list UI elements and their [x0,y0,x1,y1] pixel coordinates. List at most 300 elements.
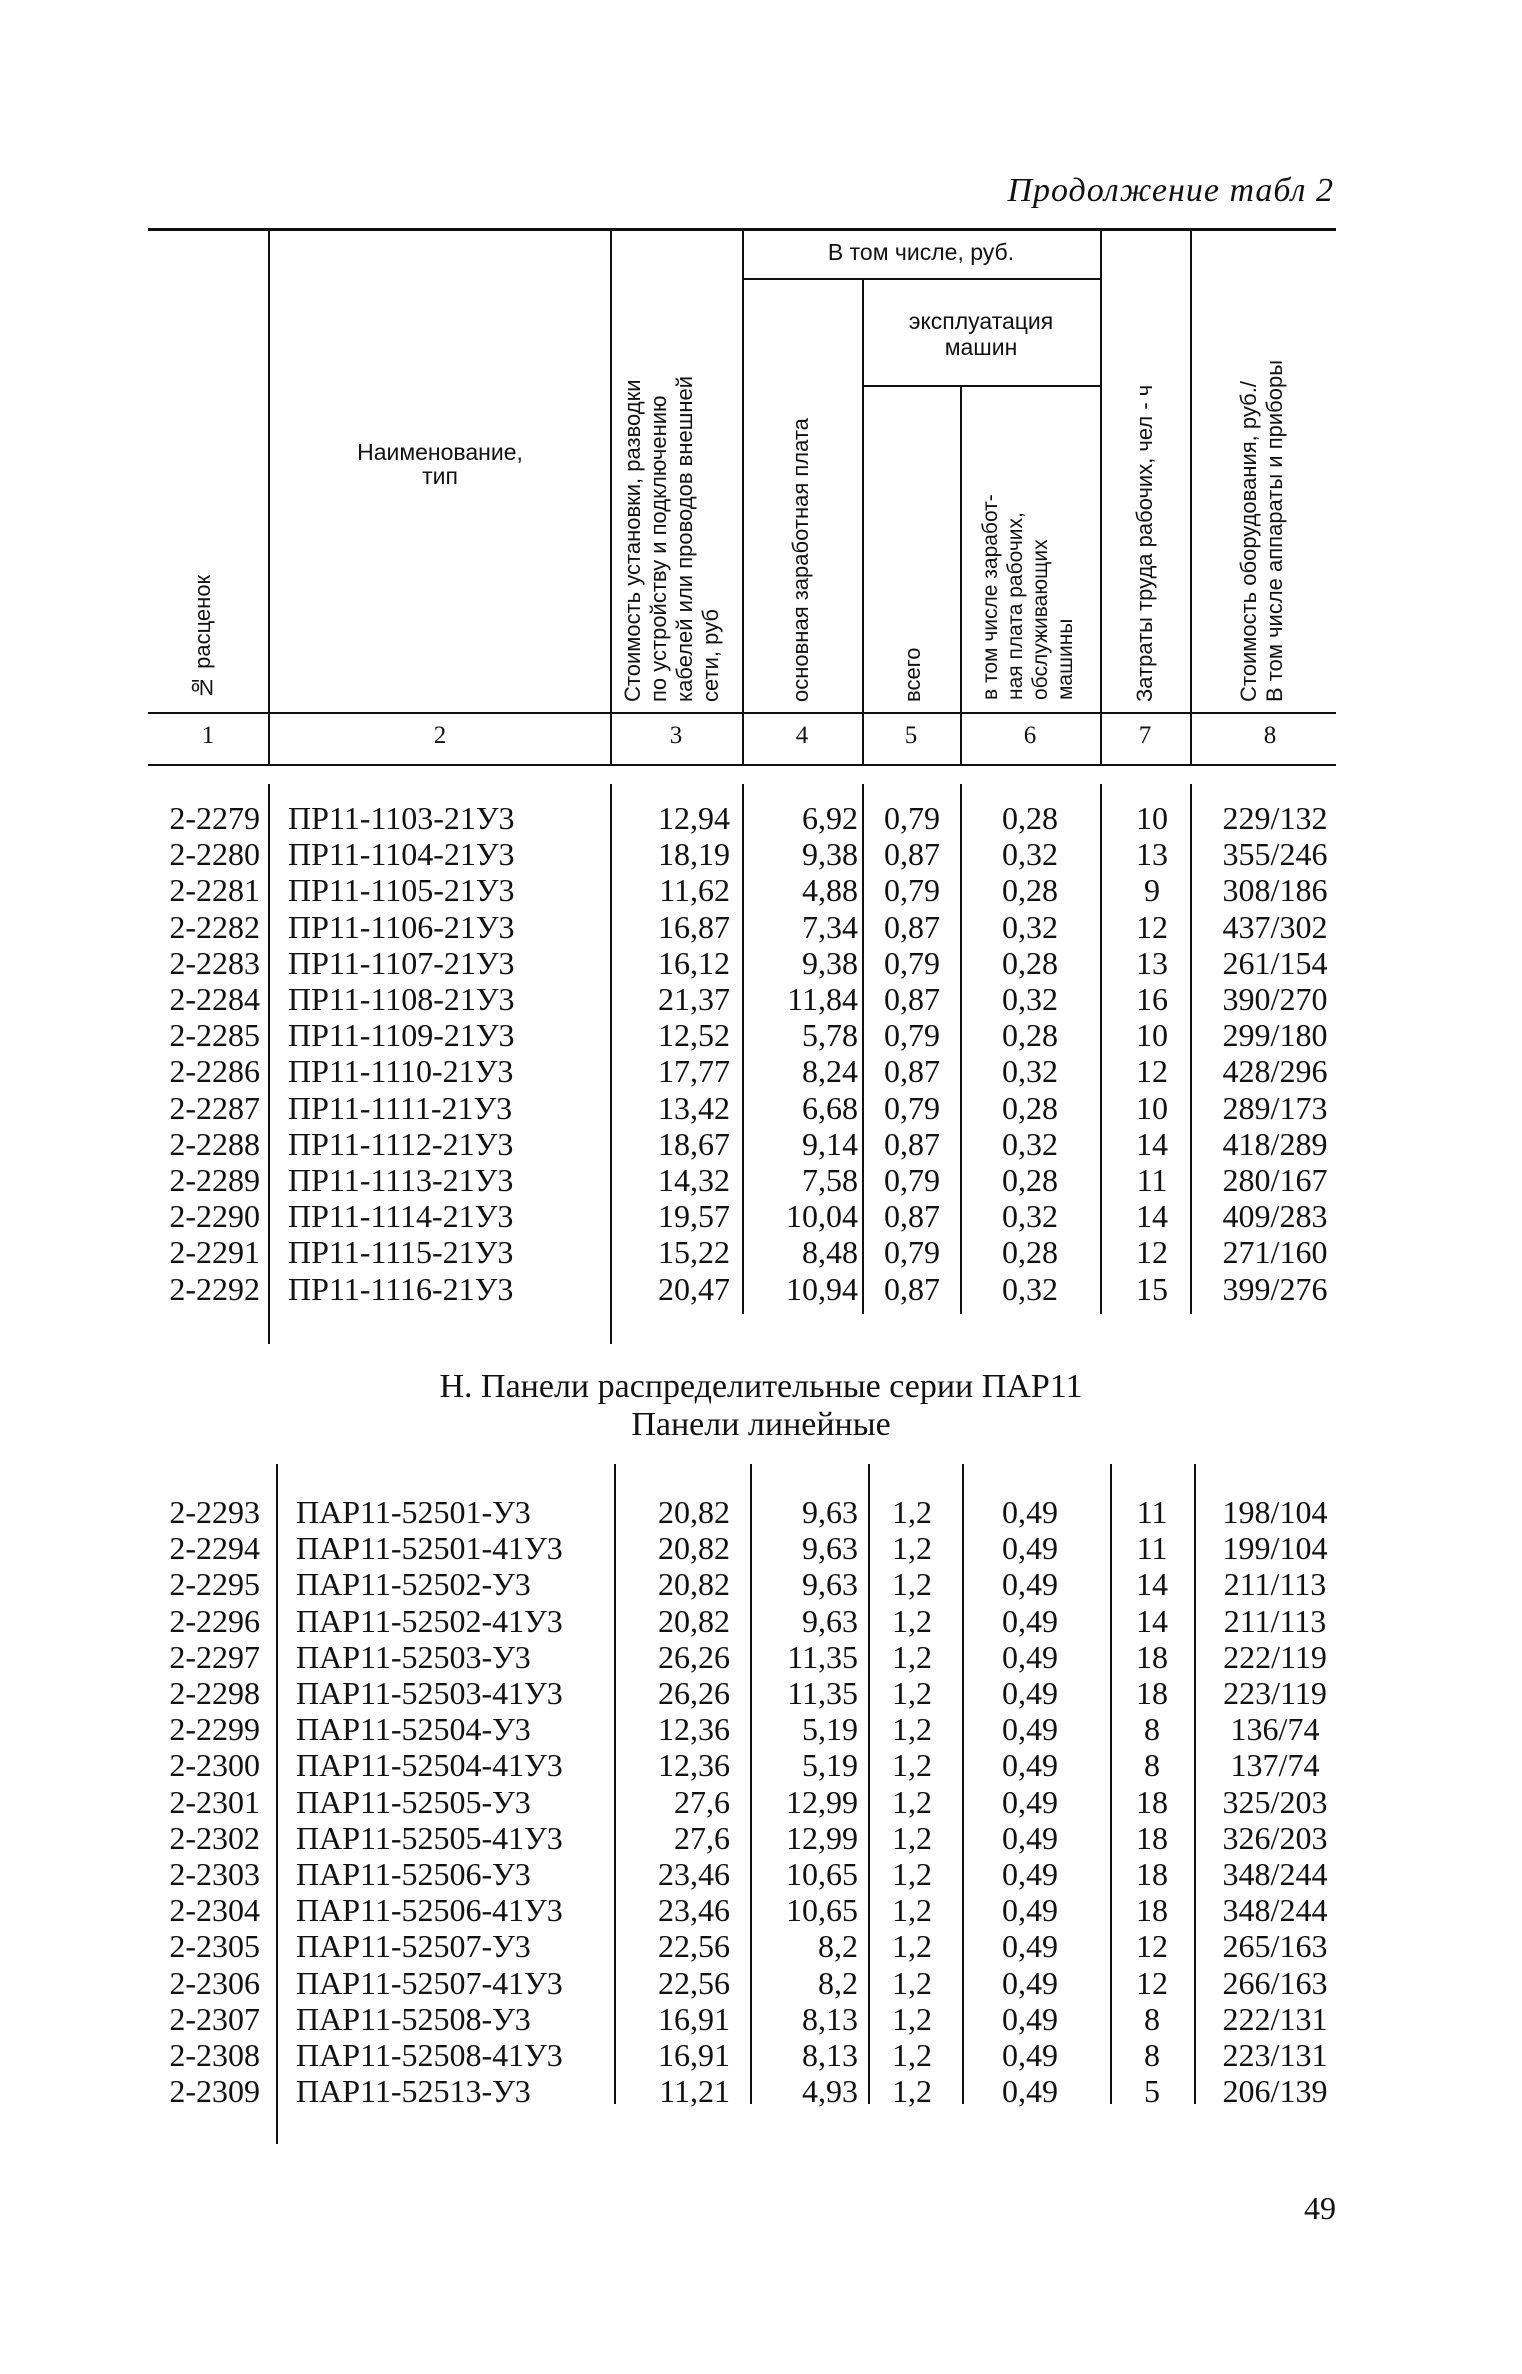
header-divider [862,278,864,764]
base-wage: 9,63 [802,1566,858,1603]
item-name: ПАР11-52507-41У3 [296,1964,563,2001]
install-cost: 20,47 [658,1270,730,1307]
item-name: ПАР11-52504-41У3 [296,1747,563,1784]
install-cost: 16,91 [658,2037,730,2073]
install-cost: 14,32 [658,1162,730,1198]
table-row [0,1603,1522,1639]
rate-number: 2-2296 [169,1602,260,1639]
labor-hours: 12 [1136,1053,1168,1090]
table-row [0,945,1522,981]
equipment-cost: 198/104 [1222,1494,1328,1530]
machine-wage: 0,49 [1002,1892,1058,1929]
labor-hours: 18 [1136,1638,1168,1675]
equipment-cost: 211/113 [1223,1566,1327,1603]
header-col7: Затраты труда рабочих, чел - ч [1132,384,1157,702]
item-name: ПР11-1106-21У3 [288,908,515,945]
base-wage: 9,63 [802,1602,858,1639]
equipment-cost: 437/302 [1222,908,1328,945]
machine-wage: 0,49 [1002,2073,1058,2110]
machine-total: 1,2 [892,1638,932,1675]
install-cost: 17,77 [658,1053,730,1090]
machine-wage: 0,28 [1002,944,1058,981]
base-wage: 4,88 [802,872,858,909]
column-number: 3 [669,722,683,749]
machine-total: 0,87 [884,1270,940,1307]
machine-total: 1,2 [892,1494,932,1530]
rate-number: 2-2306 [169,1964,260,2001]
machine-wage: 0,49 [1002,2037,1058,2073]
labor-hours: 11 [1136,1530,1168,1567]
table-row [0,1675,1522,1711]
rate-number: 2-2281 [169,872,260,909]
rate-number: 2-2284 [169,981,260,1017]
labor-hours: 10 [1136,1089,1168,1126]
machine-wage: 0,28 [1002,800,1058,836]
rate-number: 2-2307 [169,2000,260,2037]
header-subgroup: эксплуатация машин [908,308,1054,360]
header-col3: Стоимость установки, разводки по устройству и подключению кабелей или проводов внешней сети, руб [620,375,723,702]
machine-wage: 0,49 [1002,1928,1058,1965]
table-row [0,1530,1522,1566]
table-row [0,1126,1522,1162]
equipment-cost: 299/180 [1222,1017,1328,1054]
labor-hours: 8 [1144,2037,1160,2073]
machine-wage: 0,49 [1002,1783,1058,1820]
equipment-cost: 289/173 [1222,1089,1328,1126]
install-cost: 27,6 [674,1783,730,1820]
base-wage: 8,2 [818,1964,858,2001]
header-group: В том числе, руб. [827,239,1015,265]
header-col1: № расценок [190,574,215,700]
install-cost: 15,22 [658,1234,730,1271]
labor-hours: 9 [1144,872,1160,909]
base-wage: 11,35 [787,1675,858,1711]
machine-wage: 0,28 [1002,1089,1058,1126]
machine-total: 1,2 [892,2037,932,2073]
labor-hours: 10 [1136,800,1168,836]
labor-hours: 5 [1144,2073,1160,2110]
item-name: ПАР11-52504-У3 [296,1711,531,1748]
labor-hours: 14 [1136,1602,1168,1639]
equipment-cost: 265/163 [1222,1928,1328,1965]
base-wage: 10,94 [786,1270,858,1307]
labor-hours: 12 [1136,908,1168,945]
machine-total: 0,79 [884,944,940,981]
machine-total: 1,2 [892,1964,932,2001]
machine-wage: 0,32 [1002,908,1058,945]
machine-total: 1,2 [892,1530,932,1567]
base-wage: 8,13 [802,2037,858,2073]
item-name: ПР11-1104-21У3 [288,836,515,873]
install-cost: 26,26 [658,1675,730,1711]
item-name: ПР11-1109-21У3 [288,1017,515,1054]
labor-hours: 14 [1136,1125,1168,1162]
rate-number: 2-2294 [169,1530,260,1567]
machine-total: 0,79 [884,1017,940,1054]
machine-wage: 0,49 [1002,1856,1058,1892]
base-wage: 5,78 [802,1017,858,1054]
machine-total: 1,2 [892,2073,932,2110]
table-row [0,909,1522,945]
equipment-cost: 418/289 [1222,1125,1328,1162]
equipment-cost: 136/74 [1230,1711,1320,1748]
table-row [0,2073,1522,2109]
rate-number: 2-2300 [169,1747,260,1784]
install-cost: 22,56 [658,1964,730,2001]
base-wage: 11,35 [787,1638,858,1675]
machine-wage: 0,28 [1002,1234,1058,1271]
machine-wage: 0,49 [1002,1675,1058,1711]
header-divider [742,278,1100,280]
base-wage: 9,63 [802,1530,858,1567]
item-name: ПР11-1111-21У3 [288,1089,513,1126]
header-col8: Стоимость оборудования, руб./ В том числе аппараты и приборы [1236,359,1287,702]
machine-wage: 0,49 [1002,1566,1058,1603]
table-caption: Продолжение табл 2 [1007,172,1334,209]
base-wage: 7,34 [802,908,858,945]
install-cost: 23,46 [658,1856,730,1892]
machine-wage: 0,28 [1002,872,1058,909]
base-wage: 12,99 [786,1783,858,1820]
equipment-cost: 223/131 [1222,2037,1328,2073]
item-name: ПАР11-52506-У3 [296,1856,531,1892]
item-name: ПР11-1113-21У3 [288,1162,514,1198]
machine-wage: 0,49 [1002,1638,1058,1675]
machine-wage: 0,32 [1002,1270,1058,1307]
table-row [0,1639,1522,1675]
section-title: Н. Панели распределительные серии ПАР11 [439,1368,1083,1405]
rate-number: 2-2295 [169,1566,260,1603]
machine-total: 1,2 [892,1602,932,1639]
labor-hours: 10 [1136,1017,1168,1054]
header-divider [268,228,270,764]
rate-number: 2-2305 [169,1928,260,1965]
labor-hours: 14 [1136,1198,1168,1235]
machine-total: 1,2 [892,1675,932,1711]
item-name: ПАР11-52505-У3 [296,1783,531,1820]
base-wage: 10,04 [786,1198,858,1235]
machine-total: 1,2 [892,1856,932,1892]
equipment-cost: 137/74 [1230,1747,1320,1784]
machine-total: 0,79 [884,800,940,836]
install-cost: 16,12 [658,944,730,981]
base-wage: 9,63 [802,1494,858,1530]
equipment-cost: 223/119 [1223,1675,1327,1711]
table-row [0,1271,1522,1307]
install-cost: 18,67 [658,1125,730,1162]
item-name: ПР11-1116-21У3 [288,1270,514,1307]
table-row [0,1892,1522,1928]
rate-number: 2-2283 [169,944,260,981]
rate-number: 2-2304 [169,1892,260,1929]
machine-total: 0,79 [884,1089,940,1126]
rate-number: 2-2287 [169,1089,260,1126]
machine-wage: 0,49 [1002,1494,1058,1530]
table-row [0,2037,1522,2073]
item-name: ПР11-1105-21У3 [288,872,515,909]
equipment-cost: 409/283 [1222,1198,1328,1235]
machine-total: 0,87 [884,908,940,945]
base-wage: 10,65 [786,1856,858,1892]
rate-number: 2-2290 [169,1198,260,1235]
table-row [0,1747,1522,1783]
item-name: ПАР11-52508-У3 [296,2000,531,2037]
header-col2: Наименование, тип [357,439,523,489]
machine-total: 0,87 [884,981,940,1017]
install-cost: 23,46 [658,1892,730,1929]
equipment-cost: 222/131 [1222,2000,1328,2037]
table-row [0,800,1522,836]
item-name: ПАР11-52501-41У3 [296,1530,563,1567]
labor-hours: 11 [1136,1494,1168,1530]
base-wage: 12,99 [786,1819,858,1856]
item-name: ПАР11-52507-У3 [296,1928,531,1965]
column-number: 1 [201,722,215,749]
install-cost: 19,57 [658,1198,730,1235]
install-cost: 26,26 [658,1638,730,1675]
equipment-cost: 348/244 [1222,1892,1328,1929]
header-divider [1100,228,1102,764]
table-row [0,1566,1522,1602]
rate-number: 2-2303 [169,1856,260,1892]
base-wage: 8,13 [802,2000,858,2037]
table-row [0,1053,1522,1089]
install-cost: 12,36 [658,1711,730,1748]
machine-total: 0,87 [884,1125,940,1162]
install-cost: 20,82 [658,1530,730,1567]
labor-hours: 18 [1136,1783,1168,1820]
machine-total: 1,2 [892,1566,932,1603]
header-divider [862,385,1100,387]
table-row [0,1711,1522,1747]
machine-total: 1,2 [892,1819,932,1856]
equipment-cost: 206/139 [1222,2073,1328,2110]
equipment-cost: 399/276 [1222,1270,1328,1307]
machine-wage: 0,49 [1002,1530,1058,1567]
install-cost: 12,94 [658,800,730,836]
base-wage: 8,24 [802,1053,858,1090]
item-name: ПР11-1115-21У3 [288,1234,514,1271]
install-cost: 12,36 [658,1747,730,1784]
table-row [0,1784,1522,1820]
labor-hours: 18 [1136,1892,1168,1929]
item-name: ПАР11-52502-41У3 [296,1602,563,1639]
table-row [0,1494,1522,1530]
labor-hours: 12 [1136,1234,1168,1271]
machine-total: 1,2 [892,1928,932,1965]
base-wage: 5,19 [802,1747,858,1784]
rate-number: 2-2280 [169,836,260,873]
labor-hours: 18 [1136,1819,1168,1856]
rate-number: 2-2285 [169,1017,260,1054]
machine-wage: 0,32 [1002,1053,1058,1090]
column-number: 2 [433,722,447,749]
labor-hours: 13 [1136,836,1168,873]
machine-wage: 0,28 [1002,1017,1058,1054]
machine-wage: 0,49 [1002,1819,1058,1856]
machine-wage: 0,32 [1002,1125,1058,1162]
table-row [0,1965,1522,2001]
machine-wage: 0,49 [1002,1964,1058,2001]
column-number: 5 [904,722,918,749]
item-name: ПАР11-52508-41У3 [296,2037,563,2073]
equipment-cost: 211/113 [1223,1602,1327,1639]
rate-number: 2-2291 [169,1234,260,1271]
labor-hours: 16 [1136,981,1168,1017]
item-name: ПР11-1107-21У3 [288,944,515,981]
item-name: ПАР11-52501-У3 [296,1494,531,1530]
rate-number: 2-2302 [169,1819,260,1856]
rate-number: 2-2289 [169,1162,260,1198]
base-wage: 8,48 [802,1234,858,1271]
labor-hours: 18 [1136,1675,1168,1711]
install-cost: 13,42 [658,1089,730,1126]
rate-number: 2-2308 [169,2037,260,2073]
base-wage: 4,93 [802,2073,858,2110]
machine-total: 1,2 [892,1892,932,1929]
item-name: ПР11-1114-21У3 [288,1198,514,1235]
install-cost: 21,37 [658,981,730,1017]
equipment-cost: 390/270 [1222,981,1328,1017]
machine-total: 0,79 [884,872,940,909]
labor-hours: 12 [1136,1928,1168,1965]
equipment-cost: 271/160 [1222,1234,1328,1271]
rate-number: 2-2288 [169,1125,260,1162]
table-row [0,1820,1522,1856]
machine-total: 0,87 [884,836,940,873]
equipment-cost: 280/167 [1222,1162,1328,1198]
machine-wage: 0,49 [1002,2000,1058,2037]
install-cost: 12,52 [658,1017,730,1054]
install-cost: 16,87 [658,908,730,945]
page-number: 49 [1304,2190,1336,2226]
header-col6: в том числе заработ- ная плата рабочих, обслуживающих машины [979,494,1077,700]
base-wage: 9,38 [802,944,858,981]
rate-number: 2-2299 [169,1711,260,1748]
rate-number: 2-2279 [169,800,260,836]
install-cost: 27,6 [674,1819,730,1856]
equipment-cost: 325/203 [1222,1783,1328,1820]
header-divider [610,228,612,764]
item-name: ПАР11-52506-41У3 [296,1892,563,1929]
labor-hours: 13 [1136,944,1168,981]
machine-wage: 0,49 [1002,1602,1058,1639]
labor-hours: 15 [1136,1270,1168,1307]
column-number: 4 [795,722,809,749]
column-numbers-rule [148,764,1336,766]
item-name: ПР11-1108-21У3 [288,981,515,1017]
base-wage: 8,2 [818,1928,858,1965]
equipment-cost: 308/186 [1222,872,1328,909]
machine-wage: 0,49 [1002,1711,1058,1748]
item-name: ПАР11-52503-У3 [296,1638,531,1675]
install-cost: 16,91 [658,2000,730,2037]
base-wage: 6,92 [802,800,858,836]
table-row [0,836,1522,872]
install-cost: 11,62 [659,872,730,909]
table-row [0,1017,1522,1053]
header-divider [742,228,744,764]
base-wage: 9,38 [802,836,858,873]
base-wage: 10,65 [786,1892,858,1929]
labor-hours: 11 [1136,1162,1168,1198]
rate-number: 2-2293 [169,1494,260,1530]
equipment-cost: 261/154 [1222,944,1328,981]
equipment-cost: 229/132 [1222,800,1328,836]
labor-hours: 8 [1144,1747,1160,1784]
column-number: 8 [1263,722,1277,749]
item-name: ПАР11-52503-41У3 [296,1675,563,1711]
table-row [0,1162,1522,1198]
machine-total: 1,2 [892,1711,932,1748]
equipment-cost: 199/104 [1222,1530,1328,1567]
table-row [0,1928,1522,1964]
column-number: 7 [1138,722,1152,749]
machine-total: 0,87 [884,1053,940,1090]
rate-number: 2-2292 [169,1270,260,1307]
item-name: ПР11-1112-21У3 [288,1125,514,1162]
column-number: 6 [1023,722,1037,749]
labor-hours: 8 [1144,2000,1160,2037]
machine-total: 0,79 [884,1162,940,1198]
table-row [0,1856,1522,1892]
machine-wage: 0,28 [1002,1162,1058,1198]
rate-number: 2-2309 [169,2073,260,2110]
header-divider [1190,228,1192,764]
machine-total: 0,87 [884,1198,940,1235]
base-wage: 6,68 [802,1089,858,1126]
item-name: ПР11-1103-21У3 [288,800,515,836]
base-wage: 11,84 [787,981,858,1017]
machine-wage: 0,49 [1002,1747,1058,1784]
equipment-cost: 326/203 [1222,1819,1328,1856]
machine-wage: 0,32 [1002,836,1058,873]
rate-number: 2-2301 [169,1783,260,1820]
table-row [0,1090,1522,1126]
base-wage: 5,19 [802,1711,858,1748]
machine-total: 1,2 [892,1747,932,1784]
equipment-cost: 222/119 [1223,1638,1327,1675]
table-row [0,1198,1522,1234]
labor-hours: 8 [1144,1711,1160,1748]
labor-hours: 14 [1136,1566,1168,1603]
rate-number: 2-2298 [169,1675,260,1711]
install-cost: 20,82 [658,1494,730,1530]
machine-wage: 0,32 [1002,1198,1058,1235]
rate-number: 2-2282 [169,908,260,945]
item-name: ПАР11-52513-У3 [296,2073,531,2110]
machine-total: 1,2 [892,1783,932,1820]
header-col5: всего [900,647,925,702]
base-wage: 9,14 [802,1125,858,1162]
table-row [0,872,1522,908]
item-name: ПР11-1110-21У3 [288,1053,514,1090]
base-wage: 7,58 [802,1162,858,1198]
table-row [0,2001,1522,2037]
header-divider [960,385,962,764]
item-name: ПАР11-52502-У3 [296,1566,531,1603]
install-cost: 11,21 [659,2073,730,2110]
labor-hours: 18 [1136,1856,1168,1892]
equipment-cost: 428/296 [1222,1053,1328,1090]
install-cost: 22,56 [658,1928,730,1965]
item-name: ПАР11-52505-41У3 [296,1819,563,1856]
rate-number: 2-2286 [169,1053,260,1090]
equipment-cost: 348/244 [1222,1856,1328,1892]
install-cost: 18,19 [658,836,730,873]
install-cost: 20,82 [658,1602,730,1639]
table-row [0,981,1522,1017]
